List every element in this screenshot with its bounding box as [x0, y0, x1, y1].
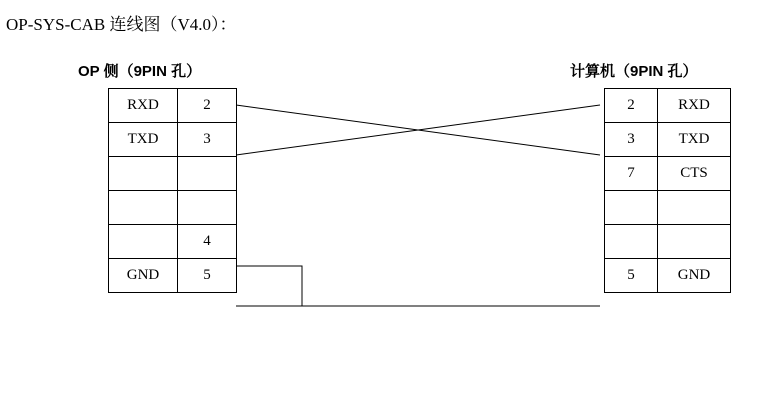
table-row: [109, 123, 237, 157]
wire-txd-to-rxd: [236, 105, 600, 155]
right-pin-cell: 7: [605, 157, 658, 191]
left-signal-cell: [109, 191, 178, 225]
left-pin-table: [108, 88, 237, 293]
right-pin-cell: [605, 191, 658, 225]
left-pin-cell: [178, 157, 237, 191]
right-pin-cell: 5: [605, 259, 658, 293]
table-row: [605, 123, 731, 157]
table-row: [109, 259, 237, 293]
left-pin-cell: 5: [178, 259, 237, 293]
table-row: [605, 89, 731, 123]
right-pin-cell: [605, 225, 658, 259]
right-connector-label: 计算机（9PIN 孔）: [570, 63, 698, 80]
right-signal-cell: [658, 191, 731, 225]
table-row: [109, 89, 237, 123]
table-row: [605, 259, 731, 293]
right-signal-cell: GND: [658, 259, 731, 293]
wire-pin4-loop: [236, 266, 302, 306]
left-signal-cell: GND: [109, 259, 178, 293]
right-signal-cell: TXD: [658, 123, 731, 157]
table-row: [109, 157, 237, 191]
right-signal-cell: RXD: [658, 89, 731, 123]
table-row: [605, 191, 731, 225]
right-pin-cell: 2: [605, 89, 658, 123]
left-pin-cell: 2: [178, 89, 237, 123]
table-row: [605, 157, 731, 191]
left-signal-cell: [109, 225, 178, 259]
table-row: [109, 225, 237, 259]
left-signal-cell: RXD: [109, 89, 178, 123]
right-signal-cell: CTS: [658, 157, 731, 191]
left-signal-cell: [109, 157, 178, 191]
right-pin-table: [604, 88, 731, 293]
left-pin-cell: [178, 191, 237, 225]
right-signal-cell: [658, 225, 731, 259]
left-connector-label: OP 侧（9PIN 孔）: [78, 63, 202, 80]
left-pin-cell: 4: [178, 225, 237, 259]
left-pin-cell: 3: [178, 123, 237, 157]
left-signal-cell: TXD: [109, 123, 178, 157]
page-title: OP-SYS-CAB 连线图（V4.0）：: [6, 15, 237, 34]
table-row: [109, 191, 237, 225]
wire-rxd-to-txd: [236, 105, 600, 155]
right-pin-cell: 3: [605, 123, 658, 157]
table-row: [605, 225, 731, 259]
